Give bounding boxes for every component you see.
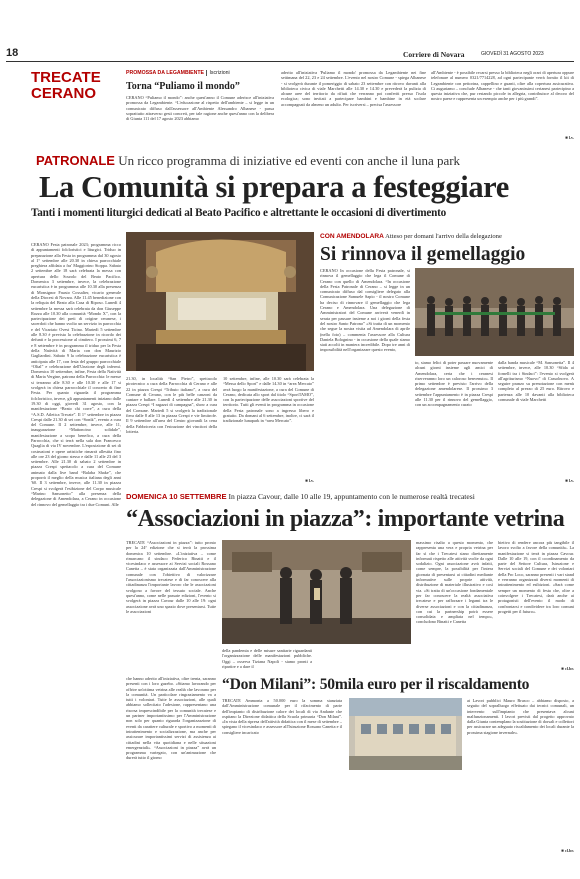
page-number: 18 <box>6 47 19 59</box>
promo-col-2: aderito all'iniziativa 'Puliamo il mondo' promossa da Legambiente nei fine settimana del 22, 23 e 24 settembre. L'evento nel nostro Comune - spiega Albanese - si svolgerà durante il pomeriggio di sabato 23 settembre con ritrovo davanti alla biblioteca civica di viale Marchetti alle 14.30 e 14.30 e prevederà la pulizia di alcune aree del territorio da rifiuti che verranno poi conferiti presso l'isola ecologica; sono invitati a partecipare bambini e bambine in età scolare accompagnati da almeno un adulto. Per iscriversi – precisa l'assessore <box>281 70 426 107</box>
promo-kicker-label: PROMOSSA DA LEGAMBIENTE <box>126 70 205 76</box>
twin-signature: ■ l.v. <box>565 478 574 483</box>
assoc-kicker-text: In piazza Cavour, dalle 10 alle 19, appuntamento con le numerose realtà trecatesi <box>228 492 475 501</box>
main-subtitle: Tanti i momenti liturgici dedicati al Beato Pacifico e altrettante le occasioni di divertimento <box>31 207 447 219</box>
delegation-photo <box>415 268 574 356</box>
twin-col-2: to, siamo felici di poter passare nuovamente alcuni giorni insieme agli amici di Amendolara, certa che i ceranesi riserveranno loro un caloroso benvenuto». Il primo settembre è previsto l'arrivo della delegazione amendolarese. Il prossimo 3 settembre l'appuntamento è in piazza Crespi alle 11.30 per il rinnovo del gemellaggio, con un accompagnamento curato <box>415 360 493 408</box>
promo-kicker-tag: Iscrizioni <box>206 70 229 76</box>
assoc-col-1: TRECATE “Associazioni in piazza”: tutto pronto per la 24ª edizione che si terrà la prossima domenica 10 settembre. «L'iniziativa – come rimarcano il sindaco Federico Binatti e il vicesindaco e assessore ai Servizi sociali Rossano Canetta – è stata organizzata dall'Amministrazione comunale con l'obiettivo di valorizzare l'associazionismo trecatese e di far conoscere alla cittadinanza l'importante lavoro che le associazioni svolgono a favore del tessuto sociale. Anche quest'anno, come nelle passate edizioni, l'evento si svolgerà in piazza Cavour dalle 10 alle 19: ogni associazione avrà uno spazio dove presentarsi. Tutte le associazioni <box>126 540 216 614</box>
assoc-signature: ■ cl.br. <box>561 666 574 671</box>
milani-col-1: TRECATE Ammonta a 50.000 euro la somma stanziata dall'Amministrazione comunale per il rifacimento di parte dell'impianto di distribuzione calore dei locali di via Andante che ospitano la Direzione didattica della Scuola primaria “Don Milani”. «In vista della ripresa dell'attività didattica con il mese di settembre – spiegano il vicesindaco e assessore all'Istruzione Rossano Canetta e il consigliere incaricato <box>222 698 342 735</box>
milani-title: “Don Milani”: 50mila euro per il riscaldamento <box>222 676 530 693</box>
twin-title: Si rinnova il gemellaggio <box>320 244 526 265</box>
assoc-col-5: bietivo di rendere ancora più tangibile il lavoro svolto a favore della comunità». La manifestazione si terrà in piazza Cavour. Dalle 10 alle 19, con il coordinamento da parte del Settore Cultura, Istruzione e Servizi sociali del Comune e dei volontari della Pro Loco, saranno presenti i vari stand e verranno organizzati diversi momenti di intrattenimento ed esibizioni. «Sarà come sempre un momento di festa che, oltre a coinvolgere i Trecatesi, darà anche ai protagonisti dell'evento il modo di confrontarsi e condividere tra loro comuni progetti per il futuro». <box>498 540 574 614</box>
issue-date: GIOVEDÌ 31 AGOSTO 2023 <box>481 51 544 57</box>
assoc-title: “Associazioni in piazza”: importante vetrina <box>126 506 565 532</box>
assoc-kicker-label: DOMENICA 10 SETTEMBRE <box>126 492 227 501</box>
twin-col-1: CERANO In occasione della Festa patronale, si rinnova il gemellaggio che lega il Comune di Cerano con quello di Amendolara. “In occasione della Festa Patronale di Cerano – si legge in un comunicato diffuso dal consigliere delegato alla Comunicazione Samuele Sapio - il nostro Comune ha deciso di rinnovare il gemellaggio che lega Cerano e Amendolara. Una delegazione di Amministratori del Comune arriverà venerdì in serata per passare insieme a noi i giorni della festa del nostro Santo Patrono” «Si tratta di un momento che segue la nostra visita ad Amendolara di aprile (nella foto) – commenta l'assessore alla Cultura Daniela Bolognino - in occasione della quale siamo stati accolti in maniera incredibile. Dopo tre anni di impossibilità nell'organizzare questo evento, <box>320 268 410 353</box>
assoc-kicker <box>126 492 475 501</box>
main-title: La Comunità si prepara a festeggiare <box>39 170 509 204</box>
promo-kicker <box>126 70 230 76</box>
assoc-col-2: che hanno aderito all'iniziativa, oltre trenta, saranno presenti con i loro gazebo. «Stiamo lavorando per offrire un'ottima vetrina alle realtà che lavorano per la comunità. Un particolare ringraziamento va a tutti i volontari. Tutte le associazioni, alle quali abbiamo sollecitato l'adesione, rappresentano una risorsa imprescindibile per la comunità trecatese e un partner importantissimo per l'Amministrazione non solo per quanto riguarda l'organizzazione di eventi da carattere culturale e sportivo a momenti di intrattenimento e socializzazione, ma anche per assicurare importantissimi servizi di assistenza ai cittadini nella vita quotidiana e nelle situazioni emergenziali». “Associazioni in piazza” avrà un programma variegato, con un'animazione che durerà tutto il giorno <box>126 676 216 761</box>
twin-kicker <box>320 233 502 240</box>
section-line-2: CERANO <box>31 85 97 102</box>
milani-col-2: ai Lavori pubblici Mauro Brusco – abbiamo disposto, a seguito del sopralluogo effettuato dai tecnici comunali, un intervento sull'impianto che presentava alcuni malfunzionamenti. I lavori previsti dal progetto approvato dalla Giunta contemplano la sostituzione di dorsali e collettori per assicurare un adeguato riscaldamento dei locali durante la prossima stagione invernale». <box>467 698 574 735</box>
assoc-photo-illustration <box>222 540 411 644</box>
assoc-col-3: della pandemia e delle misure sanitarie riguardanti l'organizzazione delle manifestazioni pubbliche. Oggi – osserva Tiziana Napoli - siamo pronti a ripartire e a dare il <box>222 648 312 669</box>
newspaper-name: Corriere di Novara <box>403 50 465 59</box>
promo-signature: ■ l.v. <box>565 135 574 140</box>
main-col-2: 21.30, in località “San Pietro”, spettacolo pirotecnico a cura della Parrocchia di Cerano e alle 22 in piazza Crespi “Tributo italiano”, a cura del Comune di Cerano, con le più belle canzoni da cantare e ballare. Lunedì 4 settembre alle 21.30 in piazza Crespi “I ragazzi di campagna”, show a cura del Comune. Martedì 5 si svolgerà la tradizionale fiera dalle 8 alle 13 in piazza Crespi e vie limitrofe. Il 9 settembre all'area del Centro giovanili la cena della Fabbriceria con l'estrazione dei vincitori della lotteria. <box>126 376 217 434</box>
main-signature: ■ l.v. <box>305 478 314 483</box>
main-kicker-text: Un ricco programma di iniziative ed eventi con anche il luna park <box>118 153 461 168</box>
header-rule <box>6 61 574 62</box>
milani-signature: ■ cl.br. <box>561 848 574 853</box>
twin-col-3: dalla banda musicale “M. Sansonetta”. Il 4 settembre, invece, alle 10.30 “Sfida ai fornelli tra i Sindaci”: l'evento si svolgerà all'agriturismo “Nuovo” di Cassolnovo. A seguire pranzo su prenotazione con menù completo al prezzo di 25 euro. Ritrovo e partenza alle 10 davanti alla biblioteca comunale di viale Marchetti <box>498 360 574 403</box>
promo-title: Torna “Puliamo il mondo” <box>126 81 240 92</box>
school-photo-illustration <box>349 698 462 770</box>
twin-kicker-label: CON AMENDOLARA <box>320 233 384 240</box>
main-kicker-label: PATRONALE <box>36 153 115 168</box>
school-photo <box>349 698 462 770</box>
twin-kicker-text: Atteso per domani l'arrivo della delegazione <box>385 233 502 240</box>
section-line-1: TRECATE <box>31 69 101 86</box>
section-title <box>31 70 101 102</box>
promo-col-3: all'Ambiente - è possibile recarsi presso la biblioteca negli orari di apertura oppure telefonare al numero 0321/7714228, ad ogni partecipante verrà fornito il kit di Legambiente con pettorina, cappellino e guanti, oltre alla copertura assicurativa. Ci auguriamo – conclude Albanese - che tanti giovanissimi cerianesi partecipino a questa iniziativa che, pur restando piccole in allegria, contribuisce al decoro del nostro paese e rappresenta un esempio anche per i più grandi”. <box>431 70 574 102</box>
promo-col-1: CERANO “Puliamo il mondo”: anche quest'anno il Comune aderisce all'iniziativa promossa da Legambiente. “L'educazione al rispetto dell'ambiente – si legge in un comunicato diffuso dall'assessore all'Ambiente Alessandro Albanese - passa soprattutto attraverso gesti concreti, per tale ragione anche quest'anno con la delibera di Giunta 111 del 17 agosto 2023 abbiamo <box>126 95 274 122</box>
assoc-col-4-visible: massimo risalto a questo momento, che rappresenta una vera e propria vetrina per far sì che i Trecatesi siano direttamente informati rispetto alle attività svolte da ogni sodalizio. Ogni associazione avrà infatti, come sempre, la possibilità per l'intera giornata di presentarsi ai cittadini mediante informative sulle proprie attività, distribuzione di materiale illustrativo e così via. «Si tratta di un'occasione fondamentale per far conoscere la realtà associativa trecatese e per rafforzare i legami tra le diverse associazioni e con la cittadinanza, con cui la partnership potrà essere consolidata e ampliata nel tempo», concludono Binatti e Canetta <box>416 540 493 625</box>
main-col-1: CERANO Festa patronale 2023; programma ricco di appuntamenti folcloristici e liturgici. Triduo in preparazione alla Festa in programma dal 30 agosto al 1° settembre alle 20.30 in chiesa parrocchiale preghiera affidata a fra' Maggiorino Stoppa. Sabato 2 settembre alle 18 sarà celebrata la messa con apertura dello Scurolo del Beato Pacifico. Domenica 3 settembre, invece, la celebrazione eucaristica è in programma alle 10.30 alla presenza di Monsignor Fausto Cossalter, vicario generale della Diocesi di Novara. Alle 11.45 benedizione con la reliquia del Beato alla Casa di Riposo. Lunedì 4 settembre la messa sarà celebrata da don Giuseppe Rozza alle 10.30 alla comunità “Mondo X”, con la partecipazione dei preti di origine ceranese, i sacerdoti che hanno svolto un servizio in parrocchia e del Vicariato Ovest Ticino. Martedì 5 settembre alle 8.30 è prevista la celebrazione in ricordo dei defunti e la processione al cimitero. I prossimi 6, 7 e 8 settembre è in programma il triduo per la Festa della Natività di Maria con don Maurizio Gagliardini. Sabato 9 la celebrazione eucaristica è anticipata alle 17, con festa del gruppo parrocchiale “Oltal” e celebrazione dell'Unzione degli infermi. Domenica 10 settembre, infine, Festa della Natività di Maria Vergine, patrona della Parrocchia: le messe si terranno alle 8.30 e alle 10.30 e alle 17 si svolgerà in chiesa parrocchiale il concerto di fine Festa. Per quanto riguarda il programma folcloristico, invece, gli appuntamenti iniziano dalle 19.30 di oggi, giovedì 31 agosto, con la manifestazione “Beato chi corre”, a cura della “A.S.D. Atletica Trecate”. Il 1° settembre in piazza Crespi dalle 21.30 di sei con “Sonik”, evento a cura del Comune. Il 2 settembre, invece, alle 11, inaugurazione “Mattoncino solidale”, manifestazione a scopo benefico, a cura della Parrocchia, che si terrà nella sala don Francesco Quaglia di via IV novembre. L'esposizione di set di costruzioni e opere artistiche rimarrà allestita fino alle ore 23 del giorno stesso e dalle 11 alle 23 del 3 settembre. Alle 21.30 di sabato 2 settembre in piazza Crespi spettacolo a cura del Comune animato dalla live band “Balaba Shake”, che proporrà il meglio della musica italiana degli anni '60. Il 3 settembre, invece, alle 11.30 in piazza Crespi si svolgerà l'esibizione del Corpo musicale “Marino Sansonetto” alla presenza della delegazione di Amendolara, a Cerano in occasione del rinnovo del gemellaggio tra i due Comuni. Alle <box>31 242 121 507</box>
main-kicker <box>36 153 460 169</box>
delegation-photo-illustration <box>415 268 574 356</box>
church-photo-illustration <box>126 232 314 371</box>
assoc-photo <box>222 540 411 644</box>
church-photo <box>126 232 314 371</box>
main-col-3: 10 settembre, infine, alle 10.30 sarà celebrata la “Messa dello Sport” e dalle 14.30 in “area Mercato” avrà luogo la manifestazione, a cura del Comune di Cerano, dedicata allo sport dal titolo “SportTAMO”, con la partecipazione delle associazioni sportive del territorio. Tutti gli eventi in programma in occasione della Festa patronale sono a ingresso libero e gratuito. Da domani al 6 settembre, inoltre, ci sarà il tradizionale lunapark in “area Mercato”. <box>223 376 314 424</box>
